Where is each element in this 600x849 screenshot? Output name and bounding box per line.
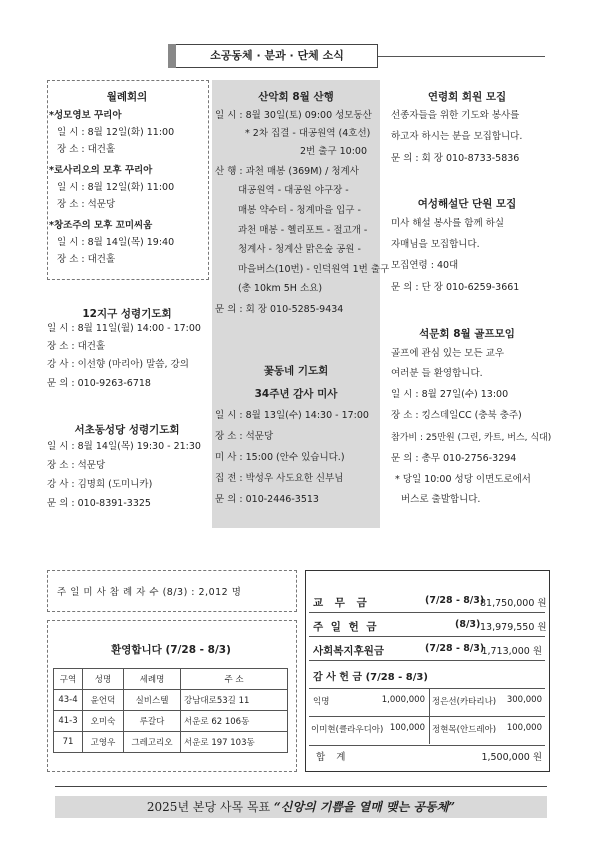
explainer-line: 자매님을 모집합니다. — [391, 239, 480, 250]
header-cell: 성명 — [83, 669, 124, 690]
welcome-table — [53, 668, 288, 753]
meeting-name: *로사리오의 모후 꾸리아 — [49, 165, 153, 176]
table-cell: 오미숙 — [83, 711, 124, 732]
golf-line: 버스로 출발합니다. — [401, 494, 481, 505]
welcome-title: 환영합니다 (7/28 - 8/3) — [111, 644, 231, 656]
donor-name: 정현목(안드레아) — [432, 725, 497, 735]
hiking-line: 매봉 약수터 - 청계마을 입구 - — [238, 205, 361, 216]
seocho-line: 일 시 : 8월 14일(목) 19:30 - 21:30 — [47, 441, 201, 452]
hiking-line: 과천 매봉 - 헬리포트 - 절고개 - — [238, 225, 368, 236]
golf-line: 참가비 : 25만원 (그린, 카트, 버스, 식대) — [391, 433, 552, 443]
table-row — [54, 732, 288, 753]
finance-amount: 1,713,000 원 — [481, 646, 542, 657]
header-cell: 주 소 — [181, 669, 288, 690]
finance-period: (8/3) — [455, 619, 481, 630]
table-cell: 서운로 197 103동 — [181, 732, 288, 753]
donation-title: 감 사 헌 금 (7/28 - 8/3) — [313, 672, 428, 683]
yeonryeong-line: 문 의 : 회 장 010-8733-5836 — [391, 153, 520, 164]
meeting-time: 일 시 : 8월 14일(목) 19:40 — [57, 237, 175, 248]
finance-label: 주 일 헌 금 — [313, 621, 379, 633]
meeting-place: 장 소 : 대건홀 — [57, 144, 116, 155]
finance-divider — [309, 660, 545, 661]
finance-divider — [309, 612, 545, 613]
header-cell: 구역 — [54, 669, 83, 690]
district12-line: 문 의 : 010-9263-6718 — [47, 378, 151, 389]
header-cell: 세례명 — [124, 669, 181, 690]
meeting-name: *성모영보 꾸리아 — [49, 110, 122, 121]
table-cell: 그레고리오 — [124, 732, 181, 753]
table-cell: 71 — [54, 732, 83, 753]
flower-line: 미 사 : 15:00 (안수 있습니다.) — [215, 452, 345, 463]
table-header-row — [54, 669, 288, 690]
hiking-line: 일 시 : 8월 30일(토) 09:00 성모동산 — [215, 110, 372, 121]
flower-line: 일 시 : 8월 13일(수) 14:30 - 17:00 — [215, 410, 369, 421]
hiking-line: 2번 출구 10:00 — [300, 146, 367, 157]
explainer-line: 문 의 : 단 장 010-6259-3661 — [391, 282, 520, 293]
flower-line: 장 소 : 석문당 — [215, 431, 274, 442]
district12-title: 12지구 성령기도회 — [82, 308, 172, 320]
seocho-line: 장 소 : 석문당 — [47, 460, 106, 471]
header-marker — [168, 44, 176, 68]
flower-line: 집 전 : 박성우 사도요한 신부님 — [215, 473, 344, 484]
yeonryeong-title: 연령회 회원 모집 — [427, 91, 507, 103]
meeting-place: 장 소 : 석문당 — [57, 199, 116, 210]
golf-line: 골프에 관심 있는 모든 교우 — [391, 348, 505, 359]
donor-amount: 100,000 — [389, 723, 425, 733]
table-cell: 41-3 — [54, 711, 83, 732]
table-row — [54, 711, 288, 732]
hiking-line: * 2차 집결 - 대공원역 (4호선) — [245, 128, 371, 139]
golf-line: 일 시 : 8월 27일(수) 13:00 — [391, 389, 509, 400]
flower-subtitle: 34주년 감사 미사 — [254, 388, 338, 400]
donor-name: 정은선(카타리나) — [432, 697, 497, 707]
motto-rule — [55, 786, 547, 787]
flower-line: 문 의 : 010-2446-3513 — [215, 494, 319, 505]
table-cell: 윤언덕 — [83, 690, 124, 711]
hiking-line: 산 행 : 과천 매봉 (369M) / 청계사 — [215, 166, 359, 177]
finance-label: 교 무 금 — [313, 597, 371, 609]
motto-emphasis: “신앙의 기쁨을 열매 맺는 공동체” — [273, 800, 456, 814]
donor-amount: 100,000 — [506, 723, 542, 733]
donor-name: 이미현(클라우디아) — [311, 725, 384, 735]
flower-title: 꽃동네 기도회 — [263, 365, 329, 377]
seocho-title: 서초동성당 성령기도회 — [74, 424, 180, 436]
table-cell: 서운로 62 106동 — [181, 711, 288, 732]
table-cell: 루갈다 — [124, 711, 181, 732]
finance-amount: 13,979,550 원 — [480, 622, 547, 633]
finance-amount: 81,750,000 원 — [480, 598, 547, 609]
meeting-place: 장 소 : 대건홀 — [57, 254, 116, 265]
explainer-line: 미사 해설 봉사를 함께 하실 — [391, 218, 505, 229]
table-cell: 실비스텔 — [124, 690, 181, 711]
golf-line: * 당일 10:00 성당 이면도로에서 — [395, 474, 531, 485]
meeting-time: 일 시 : 8월 12일(화) 11:00 — [57, 182, 175, 193]
golf-line: 문 의 : 총무 010-2756-3294 — [391, 453, 517, 464]
monthly-meeting-title: 월례회의 — [106, 91, 148, 103]
hiking-line: (총 10km 5H 소요) — [238, 283, 323, 294]
golf-line: 여러분 들 환영합니다. — [391, 368, 483, 379]
finance-divider — [309, 636, 545, 637]
hiking-line: 대공원역 - 대공원 야구장 - — [238, 185, 349, 196]
meeting-time: 일 시 : 8월 12일(화) 11:00 — [57, 127, 175, 138]
hiking-line: 마을버스(10번) - 인덕원역 1번 출구 — [238, 264, 390, 275]
parish-motto — [55, 796, 547, 818]
table-row — [54, 690, 288, 711]
finance-label: 사회복지후원금 — [313, 645, 385, 657]
table-cell: 43-4 — [54, 690, 83, 711]
yeonryeong-line: 선종자들을 위한 기도와 봉사를 — [391, 110, 520, 121]
donor-amount: 300,000 — [506, 695, 542, 705]
explainer-line: 모집연령 : 40대 — [391, 260, 459, 271]
page-title: 소공동체 · 분과 · 단체 소식 — [210, 49, 344, 62]
seocho-line: 강 사 : 김명희 (도미니카) — [47, 479, 153, 490]
golf-title: 석문회 8월 골프모임 — [419, 328, 515, 340]
hiking-line: 문 의 : 회 장 010-5285-9434 — [215, 304, 344, 315]
table-cell: 강남대로53길 11 — [181, 690, 288, 711]
finance-period: (7/28 - 8/3) — [425, 595, 485, 606]
explainer-title: 여성해설단 단원 모집 — [417, 198, 517, 210]
yeonryeong-line: 하고자 하시는 분을 모집합니다. — [391, 131, 523, 142]
finance-period: (7/28 - 8/3) — [425, 643, 485, 654]
district12-line: 장 소 : 대건홀 — [47, 341, 106, 352]
district12-line: 강 사 : 이선향 (마리아) 말씀, 강의 — [47, 359, 189, 370]
total-amount: 1,500,000 원 — [481, 752, 542, 763]
meeting-name: *창조주의 모후 꼬미씨움 — [49, 220, 153, 231]
seocho-line: 문 의 : 010-8391-3325 — [47, 498, 151, 509]
district12-line: 일 시 : 8월 11일(월) 14:00 - 17:00 — [47, 323, 201, 334]
attendance-count: 주 일 미 사 참 례 자 수 (8/3) : 2,012 명 — [57, 587, 242, 598]
donor-name: 익명 — [313, 697, 330, 707]
table-cell: 고영우 — [83, 732, 124, 753]
hiking-title: 산악회 8월 산행 — [258, 91, 334, 103]
hiking-line: 청계사 - 청계산 맑은숲 공원 - — [238, 244, 361, 255]
motto-prefix: 2025년 본당 사목 목표 — [146, 800, 271, 814]
golf-line: 장 소 : 킹스데일CC (충북 충주) — [391, 410, 522, 421]
donation-divider — [309, 716, 545, 717]
total-label: 합 계 — [316, 752, 350, 763]
donor-amount: 1,000,000 — [381, 695, 425, 705]
